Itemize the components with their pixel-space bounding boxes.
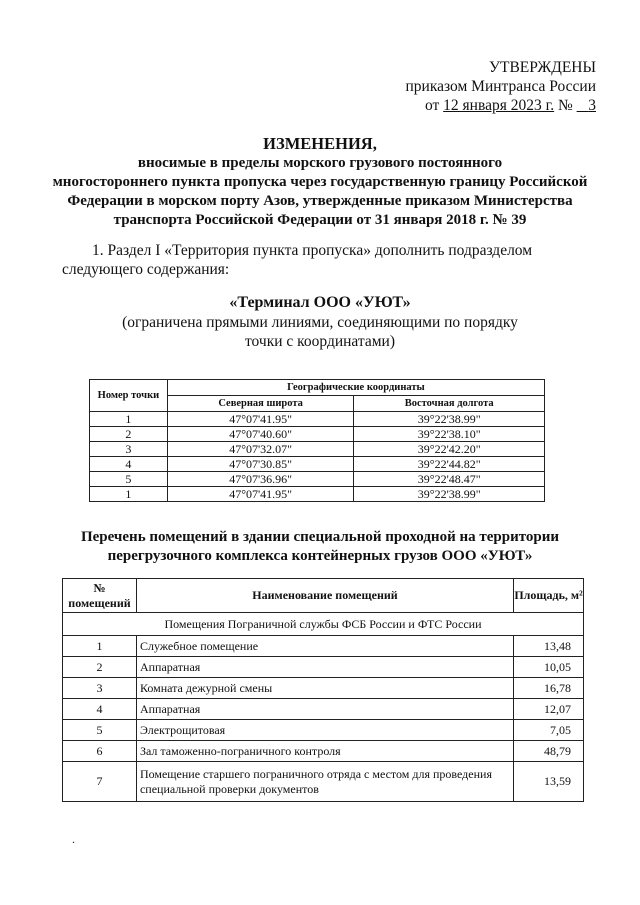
point-number: 3	[90, 442, 168, 457]
room-name: Служебное помещение	[136, 636, 513, 657]
table-row	[63, 657, 584, 678]
room-number: 2	[63, 657, 137, 678]
room-name: Комната дежурной смены	[136, 678, 513, 699]
point-number: 2	[90, 427, 168, 442]
document-title	[50, 134, 590, 230]
approval-number: 3	[588, 97, 596, 114]
table-row	[63, 636, 584, 657]
room-area: 16,78	[514, 678, 584, 699]
longitude: 39°22'38.10"	[354, 427, 545, 442]
table-row	[63, 741, 584, 762]
section-row: Помещения Пограничной службы ФСБ России и ФТС России	[63, 613, 584, 636]
room-number: 6	[63, 741, 137, 762]
paragraph-1: 1. Раздел I «Территория пункта пропуска» дополнить подразделом следующего содержания:	[62, 242, 533, 278]
point-number: 5	[90, 472, 168, 487]
title-line-4: транспорта Российской Федерации от 31 января 2018 г. № 39	[113, 212, 527, 228]
header-point-number: Номер точки	[90, 380, 168, 412]
room-name: Аппаратная	[136, 699, 513, 720]
rooms-heading-line-2: перегрузочного комплекса контейнерных грузов ООО «УЮТ»	[107, 548, 533, 564]
table-row	[90, 487, 545, 502]
room-number: 5	[63, 720, 137, 741]
terminal-desc-2: точки с координатами)	[244, 333, 396, 350]
stray-mark: .	[72, 832, 75, 846]
longitude: 39°22'48.47"	[354, 472, 545, 487]
table-row	[90, 412, 545, 427]
rooms-heading-line-1: Перечень помещений в здании специальной проходной на территории	[80, 529, 560, 545]
room-name: Аппаратная	[136, 657, 513, 678]
title-line-3: Федерации в морском порту Азов, утвержденные приказом Министерства	[67, 193, 573, 209]
longitude: 39°22'44.82"	[354, 457, 545, 472]
room-number: 3	[63, 678, 137, 699]
rooms-heading	[60, 528, 580, 566]
latitude: 47°07'41.95"	[167, 487, 354, 502]
point-number: 1	[90, 487, 168, 502]
approval-date-line	[406, 96, 597, 115]
approval-order: приказом Минтранса России	[405, 78, 596, 95]
terminal-name: «Терминал ООО «УЮТ»	[229, 294, 411, 311]
header-geo-coords: Географические координаты	[167, 380, 544, 396]
room-number: 7	[63, 762, 137, 802]
point-number: 4	[90, 457, 168, 472]
latitude: 47°07'36.96"	[167, 472, 354, 487]
room-name: Зал таможенно-пограничного контроля	[136, 741, 513, 762]
approval-num-label: №	[557, 97, 573, 114]
longitude: 39°22'42.20"	[354, 442, 545, 457]
table-row	[63, 678, 584, 699]
room-name: Электрощитовая	[136, 720, 513, 741]
table-row	[90, 427, 545, 442]
table-row	[90, 457, 545, 472]
approval-title: УТВЕРЖДЕНЫ	[489, 59, 596, 76]
terminal-desc-1: (ограничена прямыми линиями, соединяющими по порядку	[122, 314, 518, 331]
room-area: 12,07	[514, 699, 584, 720]
room-number: 1	[63, 636, 137, 657]
room-area: 48,79	[514, 741, 584, 762]
latitude: 47°07'40.60"	[167, 427, 354, 442]
header-room-number: № помещений	[63, 579, 137, 613]
header-latitude: Северная широта	[167, 396, 354, 412]
approval-from: от	[424, 97, 440, 114]
latitude: 47°07'30.85"	[167, 457, 354, 472]
table-row	[63, 762, 584, 802]
latitude: 47°07'41.95"	[167, 412, 354, 427]
room-area: 7,05	[514, 720, 584, 741]
table-row	[63, 720, 584, 741]
title-line-1: вносимые в пределы морского грузового постоянного	[137, 155, 503, 171]
table-row	[90, 472, 545, 487]
table-row	[63, 699, 584, 720]
approval-date: 12 января 2023 г.	[443, 97, 555, 114]
room-area: 13,48	[514, 636, 584, 657]
table-row	[90, 442, 545, 457]
longitude: 39°22'38.99"	[354, 412, 545, 427]
latitude: 47°07'32.07"	[167, 442, 354, 457]
title-main: ИЗМЕНЕНИЯ,	[263, 134, 377, 153]
room-number: 4	[63, 699, 137, 720]
header-area: Площадь, м²	[514, 579, 584, 613]
rooms-table	[62, 578, 584, 802]
terminal-heading	[80, 293, 560, 351]
approval-block	[406, 58, 597, 115]
header-longitude: Восточная долгота	[354, 396, 545, 412]
header-room-name: Наименование помещений	[136, 579, 513, 613]
room-area: 13,59	[514, 762, 584, 802]
point-number: 1	[90, 412, 168, 427]
room-area: 10,05	[514, 657, 584, 678]
coordinates-table	[89, 379, 545, 502]
room-name: Помещение старшего пограничного отряда с местом для проведения специальной проверки документов	[136, 762, 513, 802]
longitude: 39°22'38.99"	[354, 487, 545, 502]
title-line-2: многостороннего пункта пропуска через государственную границу Российской	[52, 174, 588, 190]
